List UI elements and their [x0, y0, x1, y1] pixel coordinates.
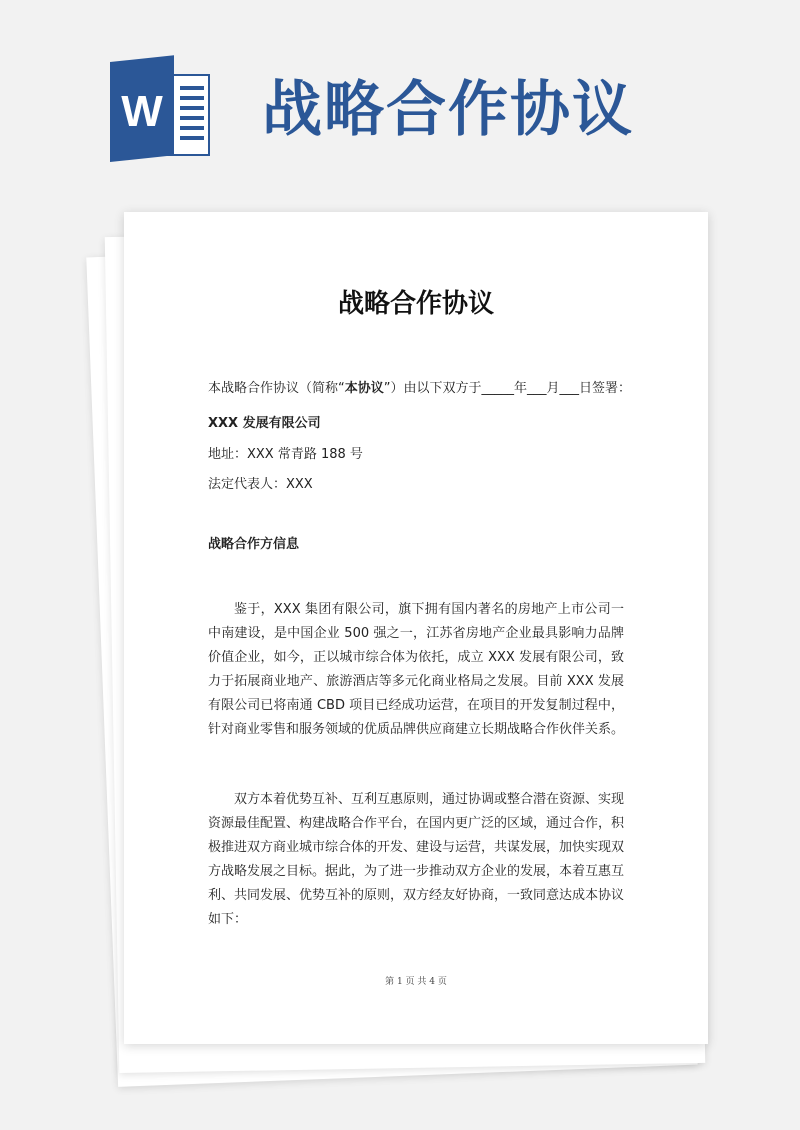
document-title: 战略合作协议	[337, 289, 494, 319]
page-footer: 第 1 页 共 4 页	[385, 977, 447, 987]
document-page	[124, 212, 708, 1044]
intro-suffix: ”）由以下双方于_____年___月___日签署：	[383, 381, 632, 396]
intro-bold: 本协议	[344, 381, 384, 396]
section-heading: 战略合作方信息	[208, 537, 300, 552]
word-letter: W	[121, 87, 163, 136]
paragraph-2: 双方本着优势互补、互利互惠原则，通过协调或整合潜在资源、实现资源最佳配置、构建战略合作平台，在国内更广泛的区域，通过合作，积极推进双方商业城市综合体的开发、建设与运营，共谋发展，加快实现双方战略发展之目标。据此，为了进一步推动双方企业的发展，本着互惠互利、共同发展、优势互补的原则，双方经友好协商，一致同意达成本协议如下：	[208, 792, 625, 927]
paragraph-1: 鉴于，XXX 集团有限公司，旗下拥有国内著名的房地产上市公司一中南建设，是中国企业 500 强之一，江苏省房地产企业最具影响力品牌价值企业，如今，正以城市综合体为依托，成立 XXX 发展有限公司，致力于拓展商业地产、旅游酒店等多元化商业格局之发展。目前 XXX 发展有限公司已将南通 CBD 项目已经成功运营，在项目的开发复制过程中，针对商业零售和服务领域的优质品牌供应商建立长期战略合作伙伴关系。	[208, 602, 625, 737]
party-address: 地址：XXX 常青路 188 号	[208, 447, 363, 462]
party-representative: 法定代表人：XXX	[208, 477, 313, 492]
word-icon	[110, 62, 216, 162]
intro-line	[208, 379, 631, 399]
party-name: XXX 发展有限公司	[208, 416, 321, 431]
header-banner	[0, 0, 800, 200]
header-title: 战略合作协议	[262, 75, 634, 145]
intro-prefix: 本战略合作协议（简称“	[208, 381, 345, 396]
